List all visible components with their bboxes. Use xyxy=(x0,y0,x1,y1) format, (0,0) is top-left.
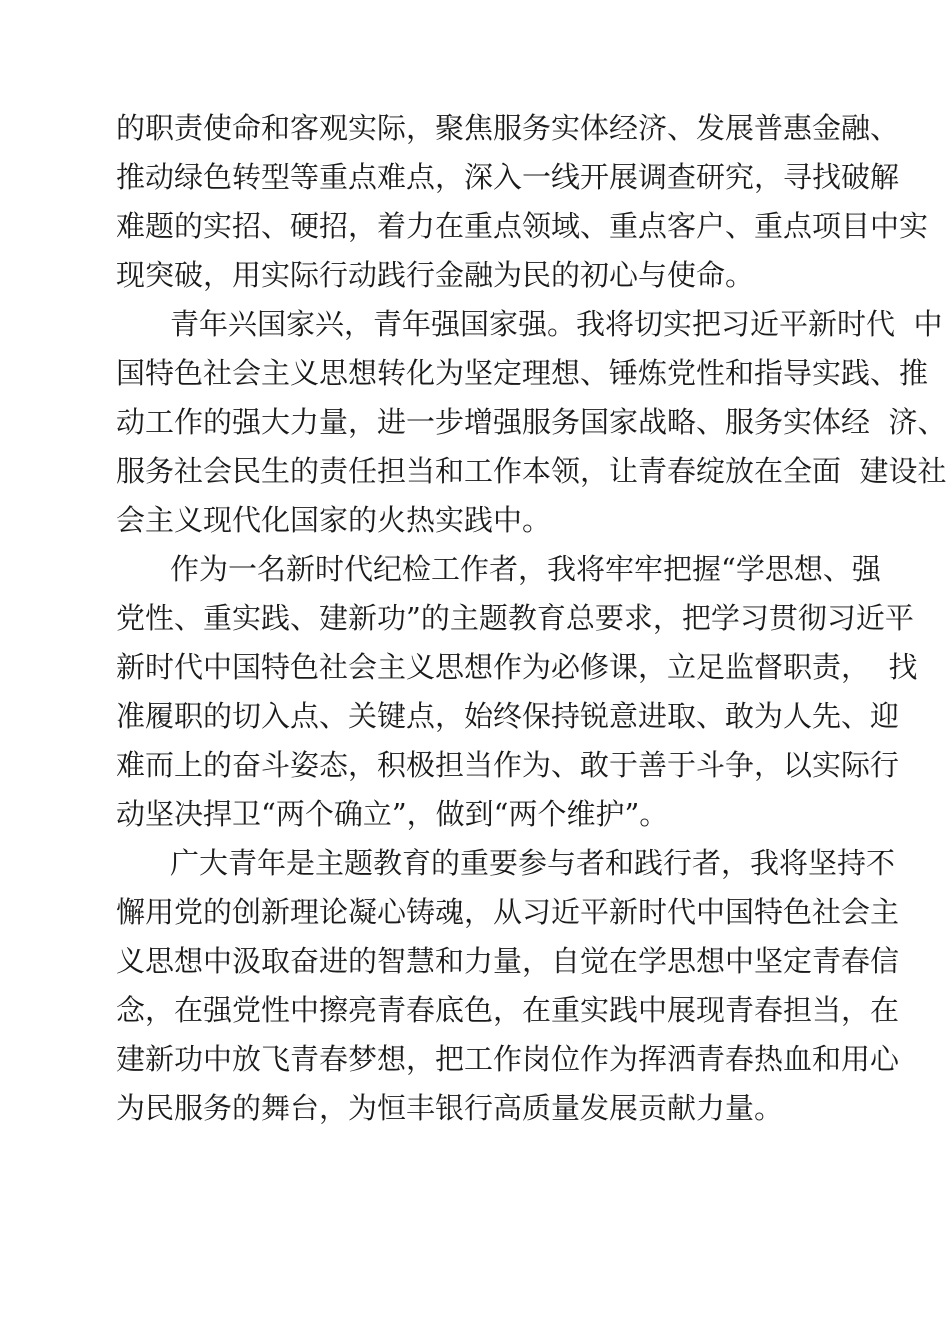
text-line: 国特色社会主义思想转化为坚定理想、锤炼党性和指导实践、推 xyxy=(116,356,929,390)
text-line: 会主义现代化国家的火热实践中。 xyxy=(116,503,552,537)
text-line: 准履职的切入点、关键点，始终保持锐意进取、敢为人先、迎 xyxy=(116,699,900,733)
text-line: 青年兴国家兴，青年强国家强。我将切实把习近平新时代 中 xyxy=(170,307,943,341)
text-line: 动坚决捍卫“两个确立”，做到“两个维护”。 xyxy=(116,797,669,831)
text-line: 建新功中放飞青春梦想，把工作岗位作为挥洒青春热血和用心 xyxy=(116,1042,900,1076)
text-line: 党性、重实践、建新功”的主题教育总要求，把学习贯彻习近平 xyxy=(116,601,914,635)
text-line: 作为一名新时代纪检工作者，我将牢牢把握“学思想、强 xyxy=(170,552,881,586)
text-line: 义思想中汲取奋进的智慧和力量，自觉在学思想中坚定青春信 xyxy=(116,944,900,978)
text-line: 难而上的奋斗姿态，积极担当作为、敢于善于斗争，以实际行 xyxy=(116,748,900,782)
text-line: 服务社会民生的责任担当和工作本领，让青春绽放在全面 建设社 xyxy=(116,454,947,488)
text-line: 新时代中国特色社会主义思想作为必修课，立足监督职责， 找 xyxy=(116,650,918,684)
text-line: 现突破，用实际行动践行金融为民的初心与使命。 xyxy=(116,258,755,292)
text-line: 推动绿色转型等重点难点，深入一线开展调查研究，寻找破解 xyxy=(116,160,900,194)
text-line: 广大青年是主题教育的重要参与者和践行者，我将坚持不 xyxy=(170,846,896,880)
text-line: 的职责使命和客观实际，聚焦服务实体经济、发展普惠金融、 xyxy=(116,111,900,145)
text-line: 懈用党的创新理论凝心铸魂，从习近平新时代中国特色社会主 xyxy=(116,895,900,929)
text-line: 为民服务的舞台，为恒丰银行高质量发展贡献力量。 xyxy=(116,1091,784,1125)
text-line: 念，在强党性中擦亮青春底色，在重实践中展现青春担当，在 xyxy=(116,993,900,1027)
text-line: 动工作的强大力量，进一步增强服务国家战略、服务实体经 济、 xyxy=(116,405,947,439)
text-line: 难题的实招、硬招，着力在重点领域、重点客户、重点项目中实 xyxy=(116,209,929,243)
